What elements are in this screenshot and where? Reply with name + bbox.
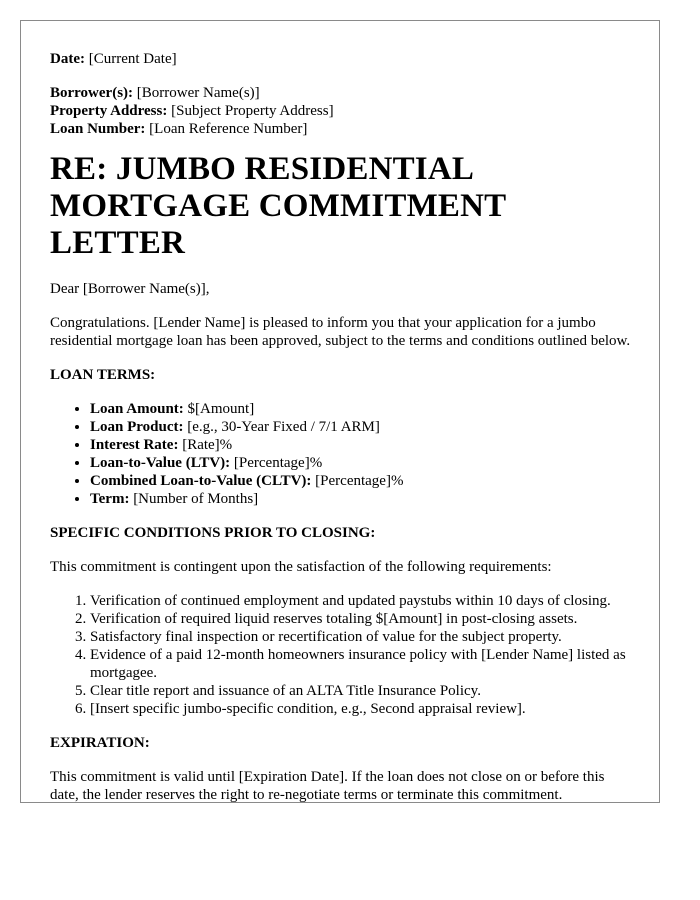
list-item	[90, 418, 635, 436]
title-line-1: RE: JUMBO RESIDENTIAL	[50, 151, 475, 187]
conditions-heading: SPECIFIC CONDITIONS PRIOR TO CLOSING:	[50, 525, 376, 541]
loan-number-value: [Loan Reference Number]	[145, 121, 308, 137]
address-value: [Subject Property Address]	[167, 103, 334, 119]
title-line-2: MORTGAGE COMMITMENT LETTER	[50, 188, 506, 261]
list-item: 4. Evidence of a paid 12-month homeowners insurance policy with [Lender Name] listed as mortgagee.	[90, 646, 635, 682]
term-label: Loan Product:	[90, 419, 184, 435]
term-label: Term:	[90, 491, 130, 507]
date-value: [Current Date]	[84, 51, 177, 67]
term-value: $[Amount]	[183, 401, 255, 417]
date-label: Date:	[50, 51, 85, 67]
address-line	[50, 102, 635, 120]
term-value: [Percentage]%	[311, 473, 404, 489]
loan-terms-list	[50, 400, 635, 508]
list-item: 1. Verification of continued employment and updated paystubs within 10 days of closing.	[90, 592, 635, 610]
list-item: 2. Verification of required liquid reserves totaling $[Amount] in post-closing assets.	[90, 610, 635, 628]
term-value: [Rate]%	[178, 437, 233, 453]
list-item	[90, 454, 635, 472]
term-value: [Percentage]%	[230, 455, 323, 471]
letter-page	[20, 20, 660, 803]
term-label: Loan Amount:	[90, 401, 184, 417]
loan-number-line	[50, 120, 635, 138]
date-line	[50, 50, 635, 68]
list-item: 3. Satisfactory final inspection or recertification of value for the subject property.	[90, 628, 635, 646]
header-block	[50, 84, 635, 138]
list-item	[90, 400, 635, 418]
list-item	[90, 490, 635, 508]
address-label: Property Address:	[50, 103, 168, 119]
expiration-heading: EXPIRATION:	[50, 735, 150, 751]
conditions-list	[50, 592, 635, 718]
letter-title	[50, 151, 635, 262]
list-item	[90, 436, 635, 454]
loan-terms-heading: LOAN TERMS:	[50, 367, 156, 383]
term-value: [Number of Months]	[129, 491, 259, 507]
list-item	[90, 472, 635, 490]
borrower-line	[50, 84, 635, 102]
list-item: 5. Clear title report and issuance of an ALTA Title Insurance Policy.	[90, 682, 635, 700]
letter-content	[50, 50, 635, 803]
borrower-label: Borrower(s):	[50, 85, 134, 101]
borrower-value: [Borrower Name(s)]	[133, 85, 260, 101]
term-label: Interest Rate:	[90, 437, 179, 453]
term-label: Combined Loan-to-Value (CLTV):	[90, 473, 312, 489]
term-label: Loan-to-Value (LTV):	[90, 455, 231, 471]
conditions-intro: This commitment is contingent upon the satisfaction of the following requirements:	[50, 559, 552, 575]
term-value: [e.g., 30-Year Fixed / 7/1 ARM]	[183, 419, 380, 435]
list-item: 6. [Insert specific jumbo-specific condition, e.g., Second appraisal review].	[90, 700, 635, 718]
intro-paragraph: Congratulations. [Lender Name] is pleased to inform you that your application for a jumbo residential mortgage loan has been approved, subject to the terms and conditions outlined below.	[50, 315, 631, 349]
loan-number-label: Loan Number:	[50, 121, 146, 137]
salutation: Dear [Borrower Name(s)],	[50, 281, 210, 297]
expiration-text: This commitment is valid until [Expiration Date]. If the loan does not close on or before this date, the lender reserves the right to re-negotiate terms or terminate this commitment.	[50, 769, 605, 803]
